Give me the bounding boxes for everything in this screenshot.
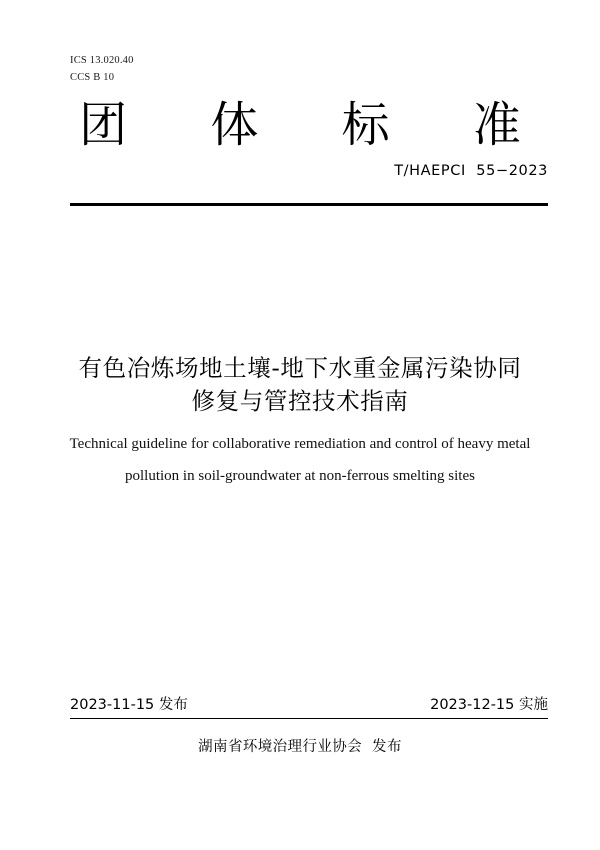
page-title-english-line-2: pollution in soil-groundwater at non-ferrous smelting sites (125, 468, 475, 484)
document-kind-heading: 团 体 标 准 (79, 97, 555, 153)
issue-date: 2023-11-15 发布 (70, 697, 188, 713)
classification-codes (70, 52, 134, 86)
page-title-chinese (50, 352, 550, 418)
header-divider-rule (70, 203, 548, 206)
page-title-english (40, 428, 560, 492)
page-title-english-line-1: Technical guideline for collaborative remediation and control of heavy metal (69, 436, 531, 452)
page-title-chinese-line-1: 有色冶炼场地土壤-地下水重金属污染协同 (78, 354, 522, 382)
dates-row (70, 694, 548, 719)
publisher-line: 湖南省环境治理行业协会 发布 (198, 739, 402, 755)
effective-date: 2023-12-15 实施 (430, 697, 548, 713)
ics-code: ICS 13.020.40 (70, 55, 134, 66)
ccs-code: CCS B 10 (70, 72, 115, 83)
page-title-chinese-line-2: 修复与管控技术指南 (191, 387, 409, 415)
standard-number: T/HAEPCI 55−2023 (394, 163, 548, 179)
